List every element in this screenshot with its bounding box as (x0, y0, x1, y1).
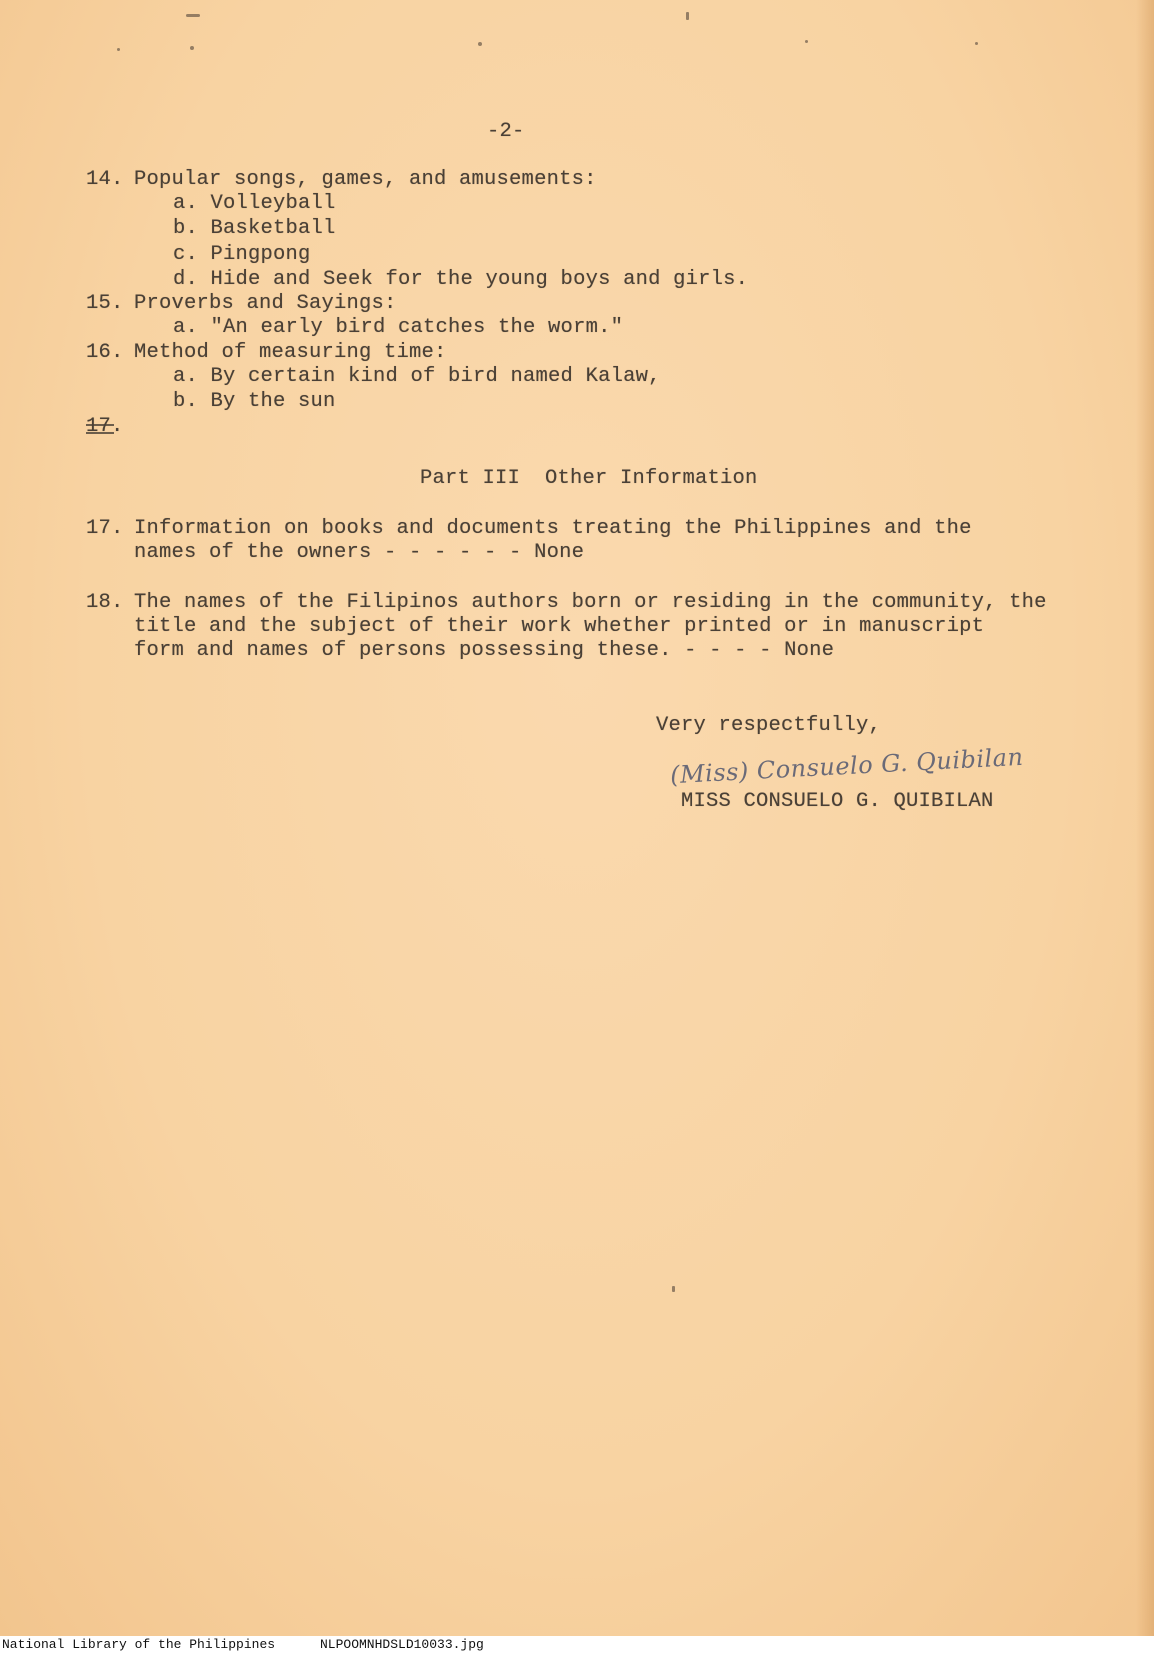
item-14 (86, 168, 597, 192)
item-line: names of the owners - - - - - - None (134, 541, 585, 564)
subitem: a. By certain kind of bird named Kalaw, (173, 365, 661, 388)
subitem: c. Pingpong (173, 243, 311, 266)
strike-marks (86, 424, 114, 434)
handwritten-signature: (Miss) Consuelo G. Quibilan (669, 742, 1025, 790)
footer-bar (0, 1636, 1154, 1654)
signatory-name: MISS CONSUELO G. QUIBILAN (681, 790, 994, 813)
item-line: The names of the Filipinos authors born or residing in the community, the (134, 591, 1047, 614)
paper-speck (478, 42, 482, 46)
paper-speck (117, 48, 120, 51)
item-18 (86, 591, 1047, 615)
page-number: -2- (487, 120, 525, 143)
subitem: b. By the sun (173, 390, 336, 413)
item-line: title and the subject of their work whether printed or in manuscript (134, 615, 985, 638)
closing: Very respectfully, (656, 714, 882, 737)
paper-speck (186, 14, 200, 17)
item-number: 15. (86, 292, 124, 315)
paper-speck (672, 1286, 675, 1292)
item-number: 14. (86, 168, 124, 191)
item-number: 17. (86, 517, 124, 540)
paper-speck (975, 42, 978, 45)
paper-speck (190, 46, 194, 50)
item-number: 16. (86, 341, 124, 364)
item-text: Popular songs, games, and amusements: (134, 168, 597, 191)
item-text: Proverbs and Sayings: (134, 292, 397, 315)
item-number: 18. (86, 591, 124, 614)
item-text: Method of measuring time: (134, 341, 447, 364)
paper-edge-shadow (1136, 0, 1154, 1636)
struck-item-number: 17. (86, 415, 124, 438)
footer-file-id: NLPOOMNHDSLD10033.jpg (320, 1637, 484, 1652)
paper-speck (805, 40, 808, 43)
subitem: a. "An early bird catches the worm." (173, 316, 624, 339)
item-15 (86, 292, 397, 316)
subitem: b. Basketball (173, 217, 336, 240)
part-heading: Part III Other Information (420, 467, 758, 490)
subitem: a. Volleyball (173, 192, 336, 215)
footer-library: National Library of the Philippines (2, 1637, 276, 1652)
item-line: Information on books and documents treating the Philippines and the (134, 517, 972, 540)
item-16 (86, 341, 447, 365)
subitem: d. Hide and Seek for the young boys and girls. (173, 268, 749, 291)
item-line: form and names of persons possessing these. - - - - None (134, 639, 835, 662)
item-17 (86, 517, 972, 541)
paper-speck (686, 12, 689, 20)
